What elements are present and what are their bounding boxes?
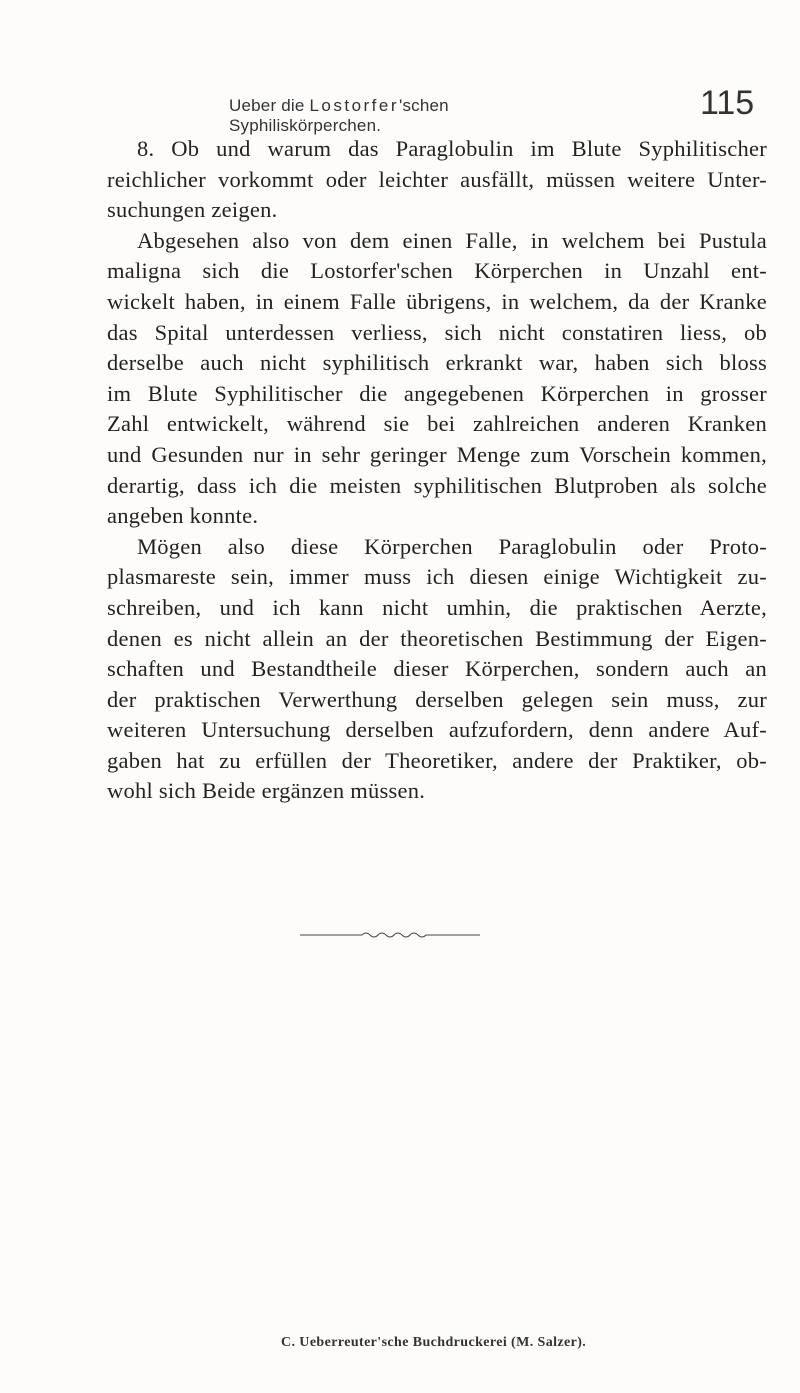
decorative-rule-ornament xyxy=(300,930,480,940)
text-line: wohl sich Beide ergänzen müssen. xyxy=(107,778,426,804)
text-line: im Blute Syphilitischer die angegebenen Körperchen in grosser xyxy=(107,380,767,406)
printer-imprint: C. Ueberreuter'sche Buchdruckerei (M. Salzer). xyxy=(281,1335,587,1350)
text-line: weiteren Untersuchung derselben aufzufordern, denn andere Auf- xyxy=(107,717,767,743)
running-header xyxy=(229,96,572,136)
text-line: schaften und Bestandtheile dieser Körperchen, sondern auch an xyxy=(107,656,767,682)
body-text xyxy=(107,134,767,807)
text-line: wickelt haben, in einem Falle übrigens, in welchem, da der Kranke xyxy=(107,288,767,314)
text-line: derselbe auch nicht syphilitisch erkrankt war, haben sich bloss xyxy=(107,350,767,376)
paragraph-3 xyxy=(107,532,767,807)
page-number: 115 xyxy=(700,84,755,122)
text-line: maligna sich die Lostorfer'schen Körperchen in Unzahl ent- xyxy=(107,258,767,284)
text-line: gaben hat zu erfüllen der Theoretiker, andere der Praktiker, ob- xyxy=(107,747,767,773)
text-line: denen es nicht allein an der theoretischen Bestimmung der Eigen- xyxy=(107,625,767,651)
text-line: und Gesunden nur in sehr geringer Menge zum Vorschein kommen, xyxy=(107,441,767,467)
text-line: Abgesehen also von dem einen Falle, in welchem bei Pustula xyxy=(137,227,767,253)
text-line: der praktischen Verwerthung derselben gelegen sein muss, zur xyxy=(107,686,767,712)
text-line: derartig, dass ich die meisten syphilitischen Blutproben als solche xyxy=(107,472,767,498)
header-suffix: 'schen Syphiliskörperchen. xyxy=(229,96,449,135)
paragraph-2 xyxy=(107,226,767,532)
paragraph-1 xyxy=(107,134,767,226)
text-line: angeben konnte. xyxy=(107,503,259,529)
header-author-name: Lostorfer xyxy=(309,96,400,115)
text-line: 8. Ob und warum das Paraglobulin im Blute Syphilitischer xyxy=(137,136,767,161)
text-line: reichlicher vorkommt oder leichter ausfällt, müssen weitere Unter- xyxy=(107,166,767,192)
text-line: plasmareste sein, immer muss ich diesen einige Wichtigkeit zu- xyxy=(107,564,767,590)
text-line: Zahl entwickelt, während sie bei zahlreichen anderen Kranken xyxy=(107,411,767,437)
text-line: schreiben, und ich kann nicht umhin, die praktischen Aerzte, xyxy=(107,594,767,620)
text-line: das Spital unterdessen verliess, sich nicht constatiren liess, ob xyxy=(107,319,767,345)
header-prefix: Ueber die xyxy=(229,96,310,115)
text-line: suchungen zeigen. xyxy=(107,197,278,223)
text-line: Mögen also diese Körperchen Paraglobulin oder Proto- xyxy=(137,533,767,559)
